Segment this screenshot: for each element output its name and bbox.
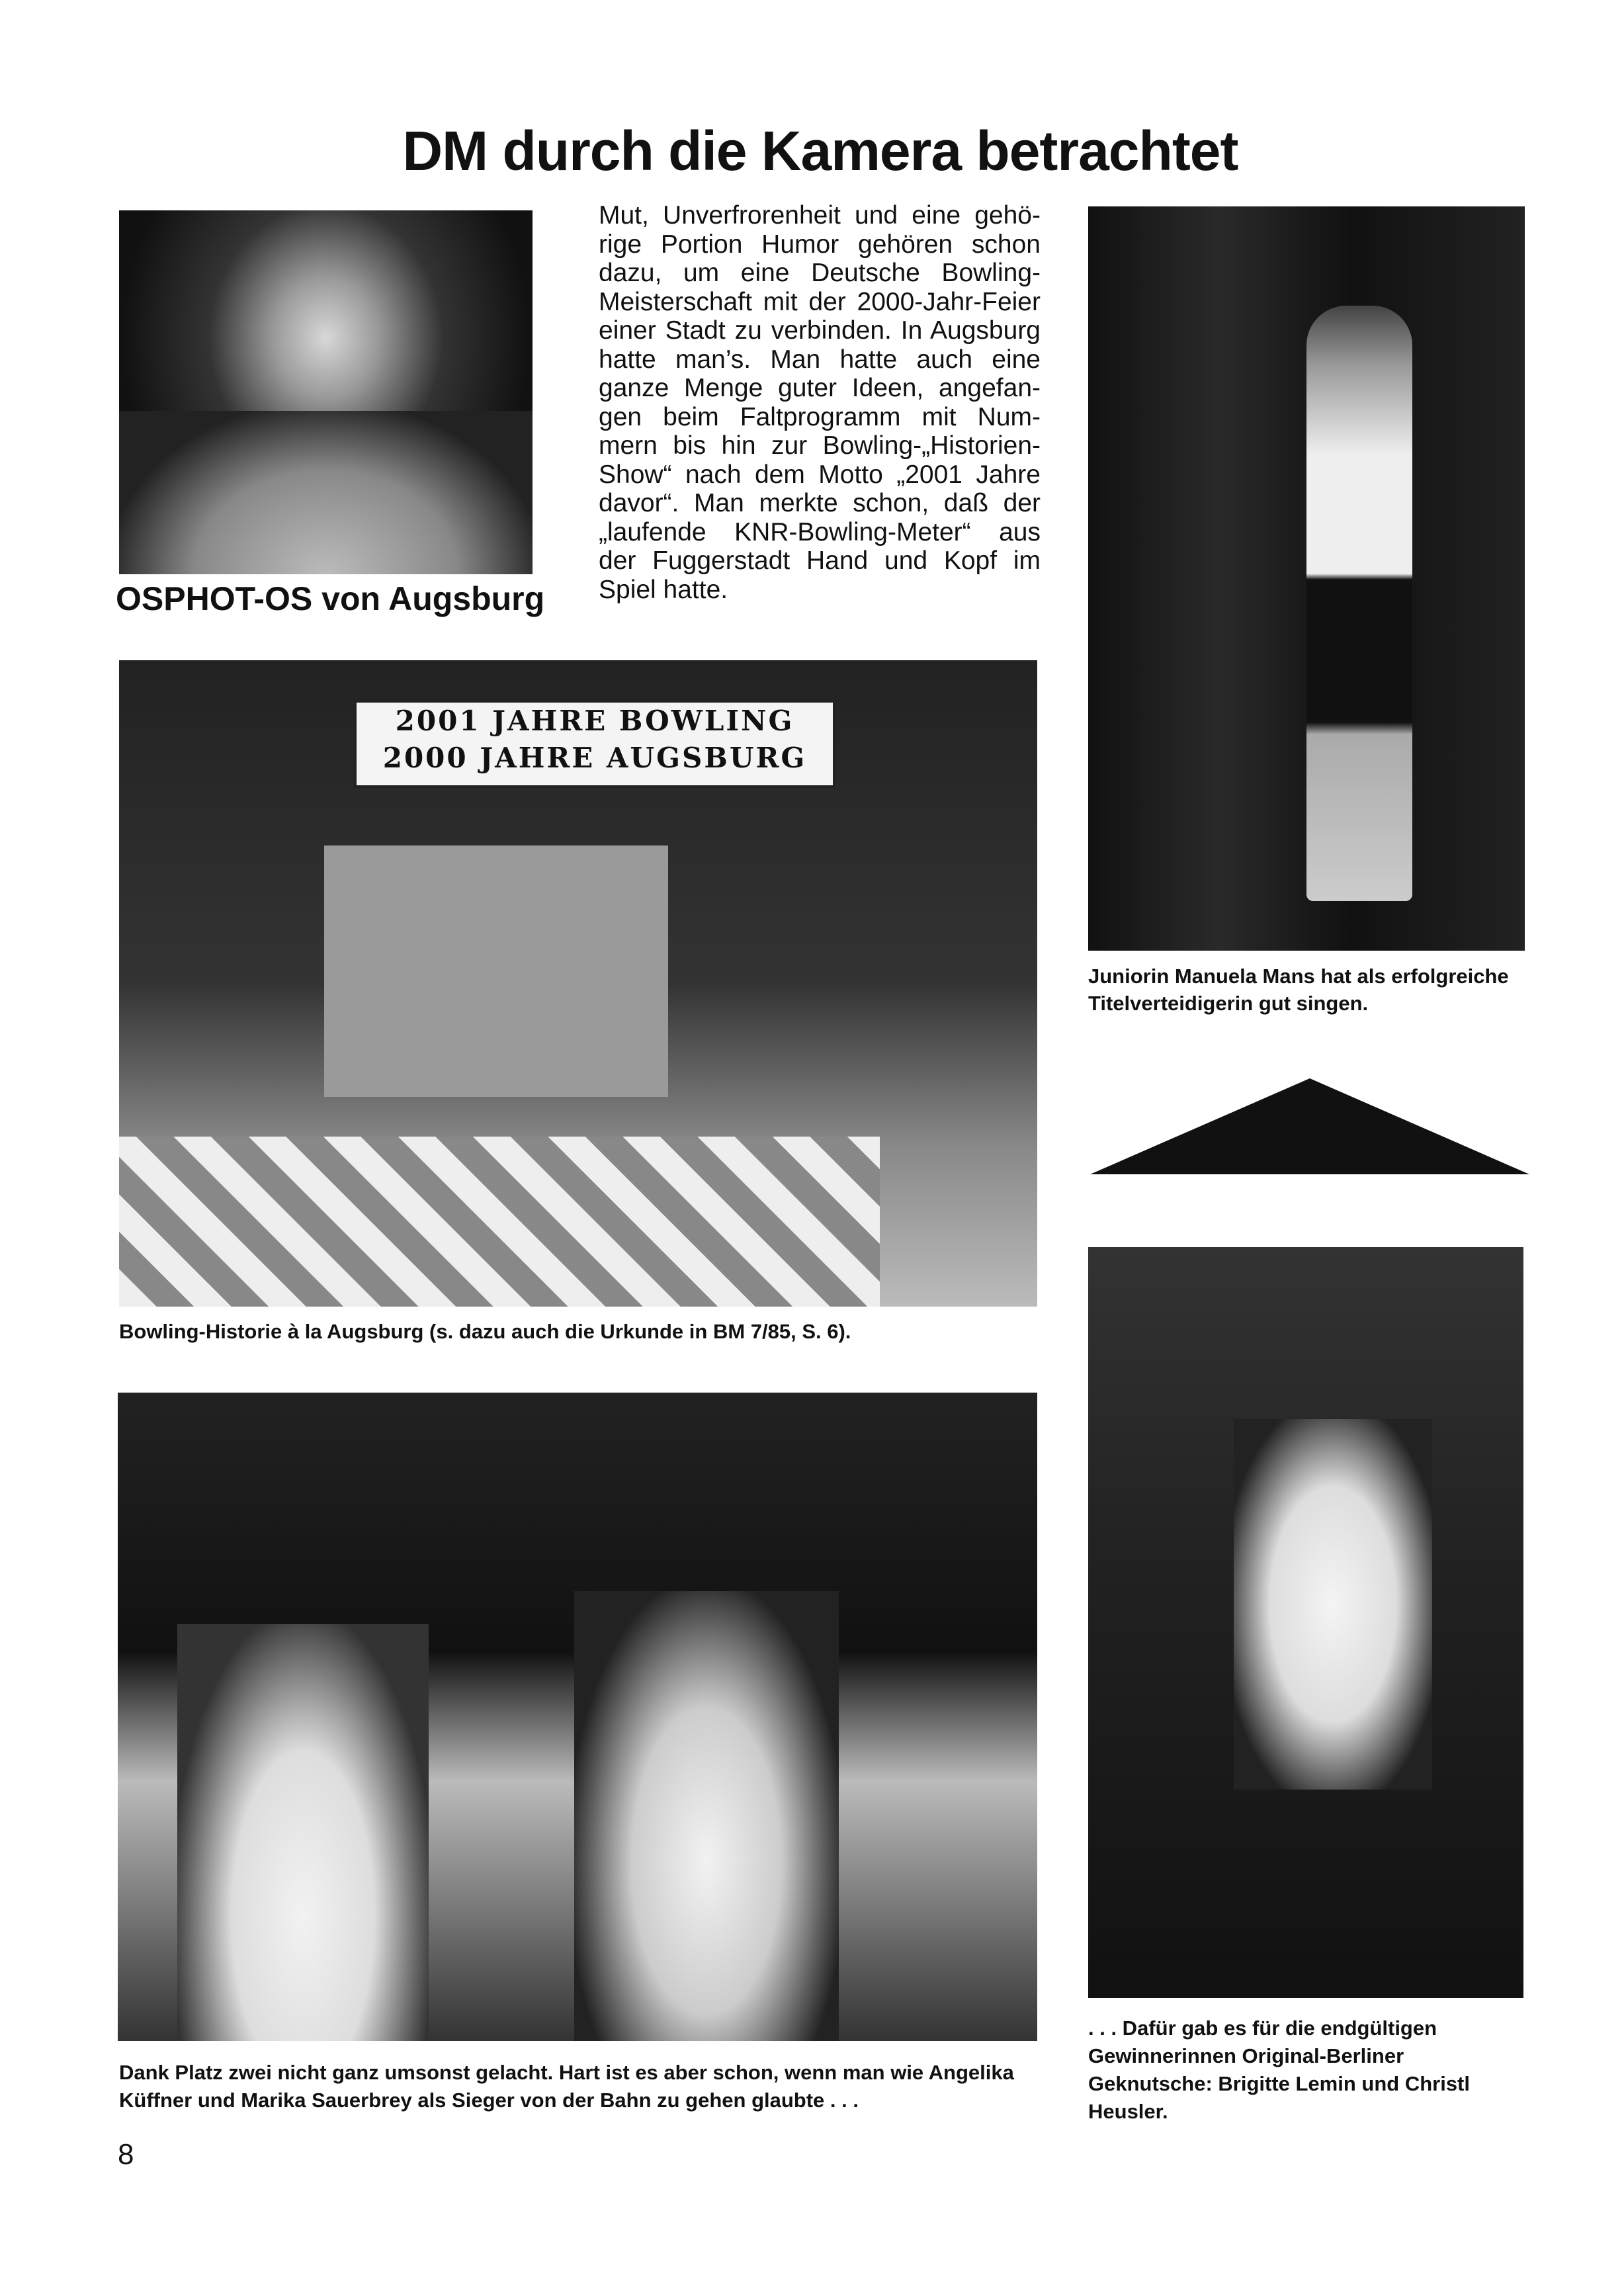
body-line: Mut, Unverfrorenheit und eine gehö- — [599, 201, 1041, 230]
body-line: gen beim Faltprogramm mit Num- — [599, 402, 1041, 431]
body-line: rige Portion Humor gehören schon — [599, 230, 1041, 259]
portrait-caption: OSPHOT-OS von Augsburg — [116, 580, 545, 617]
body-line: Show“ nach dem Motto „2001 Jahre — [599, 460, 1041, 489]
body-line: hatte man’s. Man hatte auch eine — [599, 345, 1041, 374]
triangle-arrow-icon — [1090, 1078, 1529, 1174]
body-line: davor“. Man merkte schon, daß der — [599, 489, 1041, 517]
body-line: der Fuggerstadt Hand und Kopf im — [599, 546, 1041, 575]
body-line: „laufende KNR-Bowling-Meter“ aus — [599, 517, 1041, 546]
body-line: einer Stadt zu verbinden. In Augsburg — [599, 316, 1041, 345]
body-line: Spiel hatte. — [599, 575, 728, 604]
winners-hug-photo — [1088, 1247, 1523, 1998]
junior-player-photo — [1088, 206, 1525, 951]
history-sign — [354, 700, 835, 788]
junior-photo-caption: Juniorin Manuela Mans hat als erfolgreiche Titelverteidigerin gut singen. — [1088, 965, 1509, 1015]
page-title: DM durch die Kamera betrachtet — [402, 120, 1238, 182]
body-line: Meisterschaft mit der 2000-Jahr-Feier — [599, 287, 1041, 316]
body-line: dazu, um eine Deutsche Bowling- — [599, 259, 1041, 287]
laughing-players-photo — [118, 1393, 1037, 2041]
bowling-history-photo — [119, 660, 1037, 1307]
page-number: 8 — [118, 2138, 134, 2171]
sign-line-1: 2001 JAHRE BOWLING — [395, 705, 794, 737]
body-line: mern bis hin zur Bowling-„Historien- — [599, 431, 1041, 460]
body-line: ganze Menge guter Ideen, angefan- — [599, 374, 1041, 402]
sign-line-2: 2000 JAHRE AUGSBURG — [382, 742, 807, 774]
article-body — [599, 201, 1041, 604]
portrait-photo — [119, 210, 533, 574]
winners-photo-caption: . . . Dafür gab es für die endgültigen Gewinnerinnen Original-Berliner Geknutsche: Brigitte Lemin und Christl Heusler. — [1088, 2016, 1470, 2123]
history-photo-caption: Bowling-Historie à la Augsburg (s. dazu auch die Urkunde in BM 7/85, S. 6). — [119, 1320, 851, 1343]
laughing-photo-caption: Dank Platz zwei nicht ganz umsonst gelacht. Hart ist es aber schon, wenn man wie Angelika Küffner und Marika Sauerbrey als Sieger von der Bahn zu gehen glaubte . . . — [119, 2061, 1014, 2112]
